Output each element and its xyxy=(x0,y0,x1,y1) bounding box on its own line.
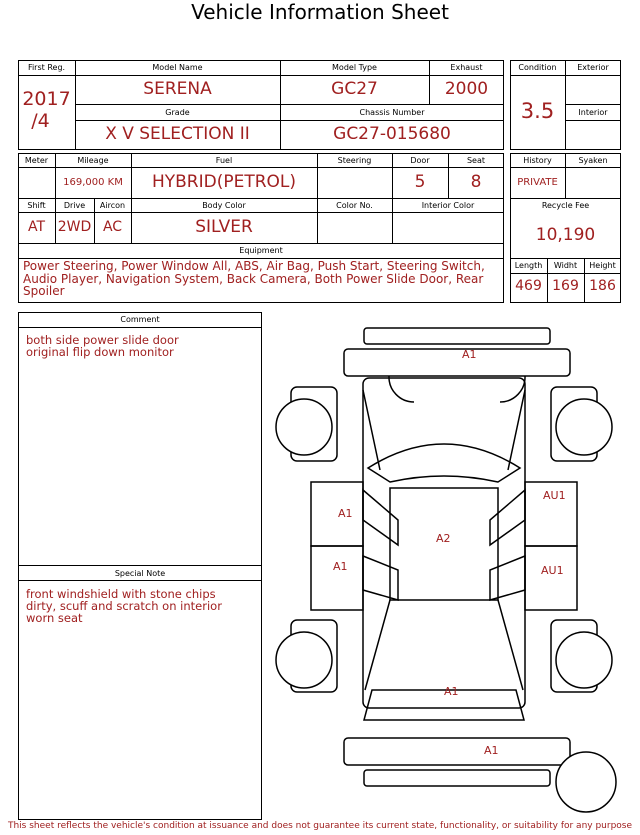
comment-line: both side power slide door xyxy=(26,333,179,347)
model-type-label: Model Type xyxy=(332,63,377,72)
color-no-label: Color No. xyxy=(336,201,373,210)
fuel: HYBRID(PETROL) xyxy=(151,172,297,192)
damage-right-front-door: AU1 xyxy=(543,489,566,502)
shift-label: Shift xyxy=(27,201,46,210)
first-reg-label: First Reg. xyxy=(27,63,66,72)
damage-rear-lower: A1 xyxy=(444,685,459,698)
exhaust: 2000 xyxy=(444,79,489,99)
equipment-list: Power Steering, Power Window All, ABS, Air Bag, Push Start, Steering Switch, Audio Player, Navigation System, Back Camera, Both Power Slide Door, Rear Spoiler xyxy=(23,259,485,298)
condition-score: 3.5 xyxy=(520,99,555,123)
steering-label: Steering xyxy=(337,156,372,165)
chassis-label: Chassis Number xyxy=(359,108,425,117)
first-reg-year: 2017 xyxy=(22,88,71,110)
mileage-label: Mileage xyxy=(77,156,109,165)
aircon: AC xyxy=(102,219,123,235)
exhaust-label: Exhaust xyxy=(450,63,483,72)
damage-rear-bumper: A1 xyxy=(484,744,499,757)
syaken-label: Syaken xyxy=(578,156,608,165)
recycle-fee-label: Recycle Fee xyxy=(541,201,590,210)
height-label: Height xyxy=(589,261,616,270)
history-label: History xyxy=(523,156,552,165)
exterior-label: Exterior xyxy=(577,63,609,72)
damage-left-rear-door: A1 xyxy=(333,560,348,573)
model-name: SERENA xyxy=(143,79,212,99)
special-note-line: worn seat xyxy=(26,611,83,625)
length: 469 xyxy=(515,278,542,294)
first-reg-month: /4 xyxy=(31,110,50,132)
damage-right-rear-door: AU1 xyxy=(541,564,564,577)
car-damage-diagram xyxy=(260,320,640,820)
comment-box xyxy=(18,312,262,820)
recycle-fee: 10,190 xyxy=(535,225,596,245)
drive-label: Drive xyxy=(63,201,86,210)
mileage: 169,000 KM xyxy=(63,177,123,188)
chassis-number: GC27-015680 xyxy=(333,124,451,144)
grade-label: Grade xyxy=(165,108,190,117)
interior-label: Interior xyxy=(578,108,608,117)
height: 186 xyxy=(589,278,616,294)
aircon-label: Aircon xyxy=(99,201,126,210)
comment-label: Comment xyxy=(120,315,160,324)
meter-label: Meter xyxy=(24,156,49,165)
width-label: Widht xyxy=(553,261,578,270)
special-note-line: front windshield with stone chips xyxy=(26,587,216,601)
model-name-label: Model Name xyxy=(152,63,203,72)
seat: 8 xyxy=(470,172,482,192)
special-note-label: Special Note xyxy=(114,569,166,578)
width: 169 xyxy=(552,278,579,294)
model-type: GC27 xyxy=(331,79,378,99)
equipment-label: Equipment xyxy=(239,246,283,255)
drive: 2WD xyxy=(57,219,92,235)
interior-color-label: Interior Color xyxy=(421,201,475,210)
fuel-label: Fuel xyxy=(215,156,233,165)
damage-roof: A2 xyxy=(436,532,451,545)
body-color-label: Body Color xyxy=(202,201,246,210)
special-note-line: dirty, scuff and scratch on interior xyxy=(26,599,222,613)
page-title: Vehicle Information Sheet xyxy=(191,0,449,24)
shift: AT xyxy=(27,219,46,235)
disclaimer-footer: This sheet reflects the vehicle's condition at issuance and does not guarantee its current state, functionality, or suitability for any purpose xyxy=(7,821,633,831)
door: 5 xyxy=(414,172,426,192)
history: PRIVATE xyxy=(517,177,558,188)
seat-label: Seat xyxy=(466,156,486,165)
body-color: SILVER xyxy=(195,217,253,237)
damage-left-front-door: A1 xyxy=(338,507,353,520)
damage-front-bumper: A1 xyxy=(462,348,477,361)
door-label: Door xyxy=(410,156,430,165)
condition-label: Condition xyxy=(518,63,557,72)
grade: X V SELECTION II xyxy=(105,124,250,144)
comment-line: original flip down monitor xyxy=(26,345,174,359)
length-label: Length xyxy=(514,261,543,270)
